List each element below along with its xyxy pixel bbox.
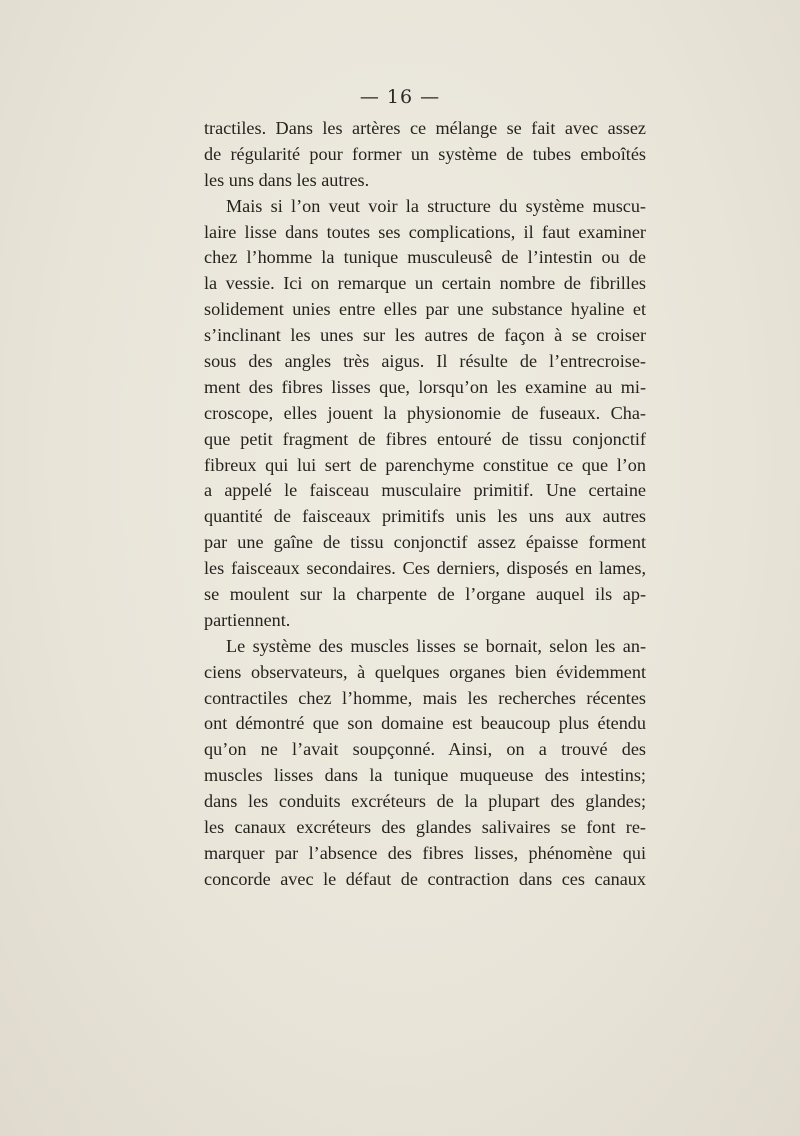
text-line: solidement unies entre elles par une substance hyaline et: [204, 299, 646, 320]
paragraph-3: [204, 634, 646, 893]
text-line: s’inclinant les unes sur les autres de façon à se croiser: [204, 325, 646, 346]
text-line: chez l’homme la tunique musculeusê de l’intestin ou de: [204, 247, 646, 268]
text-line: ment des fibres lisses que, lorsqu’on les examine au mi-: [204, 376, 646, 397]
body-text: [204, 116, 646, 893]
text-line: Mais si l’on veut voir la structure du système muscu-: [226, 195, 646, 216]
text-line: fibreux qui lui sert de parenchyme constitue ce que l’on: [204, 454, 646, 475]
text-line: contractiles chez l’homme, mais les recherches récentes: [204, 687, 646, 708]
text-line: ont démontré que son domaine est beaucoup plus étendu: [204, 713, 646, 734]
text-line: muscles lisses dans la tunique muqueuse des intestins;: [204, 765, 646, 786]
text-line: Le système des muscles lisses se bornait, selon les an-: [226, 635, 646, 656]
text-line: de régularité pour former un système de tubes emboîtés: [204, 143, 646, 164]
paragraph-2: [204, 194, 646, 634]
text-line: laire lisse dans toutes ses complications, il faut examiner: [204, 221, 646, 242]
text-line: sous des angles très aigus. Il résulte de l’entrecroise-: [204, 351, 646, 372]
text-line: partiennent.: [204, 609, 291, 630]
text-line: que petit fragment de fibres entouré de tissu conjonctif: [204, 428, 646, 449]
text-line: a appelé le faisceau musculaire primitif. Une certaine: [204, 480, 646, 501]
text-line: les uns dans les autres.: [204, 169, 370, 190]
text-line: tractiles. Dans les artères ce mélange se fait avec assez: [204, 118, 646, 138]
text-line: qu’on ne l’avait soupçonné. Ainsi, on a trouvé des: [204, 739, 646, 760]
text-line: croscope, elles jouent la physionomie de fuseaux. Cha-: [204, 402, 646, 423]
text-line: quantité de faisceaux primitifs unis les uns aux autres: [204, 506, 646, 527]
text-line: dans les conduits excréteurs de la plupart des glandes;: [204, 791, 646, 812]
text-line: concorde avec le défaut de contraction dans ces canaux: [204, 868, 646, 889]
paragraph-1: [204, 116, 646, 194]
text-line: les canaux excréteurs des glandes salivaires se font re-: [204, 817, 646, 838]
page-number: — 16 —: [359, 86, 441, 108]
text-line: se moulent sur la charpente de l’organe auquel ils ap-: [204, 584, 646, 605]
text-line: les faisceaux secondaires. Ces derniers, disposés en lames,: [204, 558, 646, 579]
text-line: par une gaîne de tissu conjonctif assez épaisse forment: [204, 532, 646, 553]
text-line: la vessie. Ici on remarque un certain nombre de fibrilles: [204, 273, 646, 294]
text-line: marquer par l’absence des fibres lisses, phénomène qui: [204, 842, 646, 863]
text-line: ciens observateurs, à quelques organes bien évidemment: [204, 661, 646, 682]
